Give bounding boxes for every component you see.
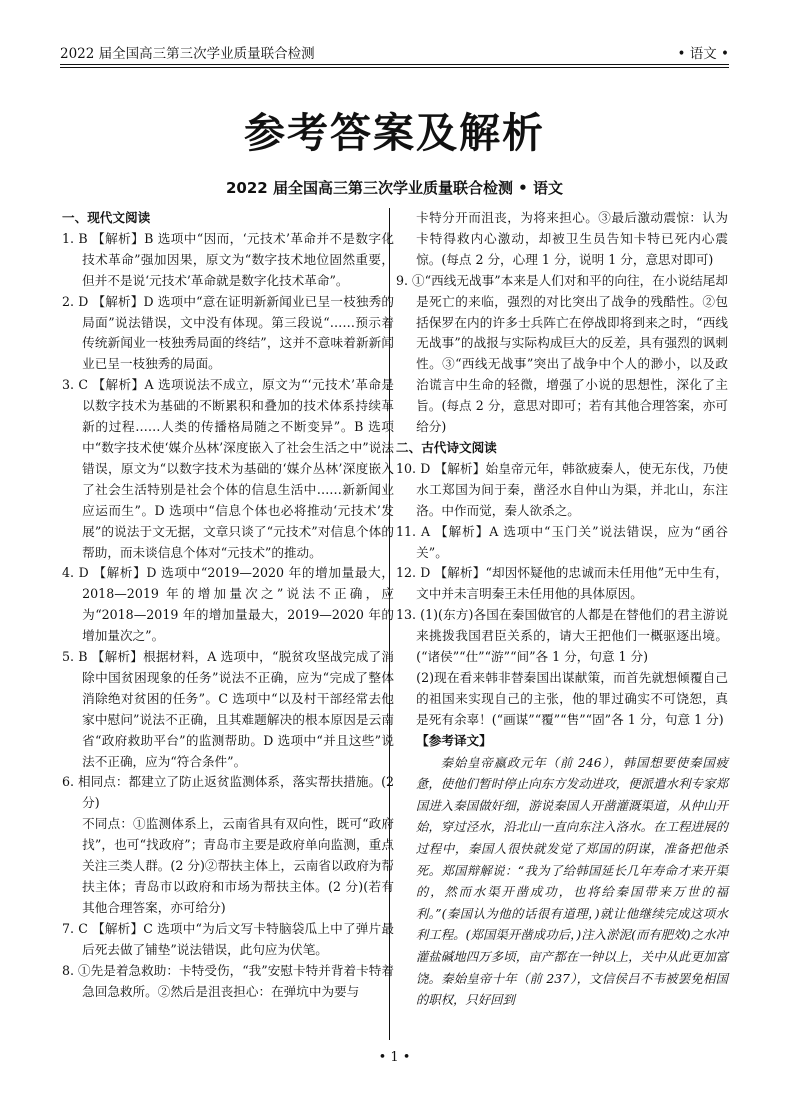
answer-item: 8. ①先是着急救助：卡特受伤，“我”安慰卡特并背着卡特着急回急救所。②然后是沮丧担心：在弹坑中为要与 (62, 962, 394, 999)
answer-continuation: (2)现在看来韩非替秦国出谋献策，而首先就想倾覆自己的祖国来实现自己的主张，他的罪过确实不可饶恕，真是死有余辜！(“画谋”“覆”“售”“固”各 1 分，句意 1 分) (416, 669, 728, 727)
answer-item: 1. B 【解析】B 选项中“因而，‘元技术’革命并不是数字化技术革命”强加因果，原文为“数字技术地位固然重要，但并不是说‘元技术’革命就是数字化技术革命”。 (62, 230, 394, 288)
answer-continuation: 不同点：①监测体系上，云南省具有双向性，既可“政府找”，也可“找政府”；青岛市主要是政府单向监测，重点关注三类人群。(2 分)②帮扶主体上，云南省以政府为帮扶主体；青岛市以政府和市场为帮扶主体。(2 分)(若有其他合理答案，亦可给分) (82, 816, 394, 915)
header-exam-title: 2022 届全国高三第三次学业质量联合检测 (60, 46, 315, 62)
page-number: • 1 • (378, 1050, 411, 1065)
answer-item: 12. D 【解析】“却因怀疑他的忠诚而未任用他”无中生有，文中并未言明秦王未任用他的具体原因。 (396, 565, 728, 602)
column-divider (389, 208, 390, 1040)
header-rule-thick (60, 64, 729, 65)
answer-item: 7. C 【解析】C 选项中“为后文写卡特脑袋瓜上中了弹片最后死去做了铺垫”说法错误，此句应为伏笔。 (62, 920, 394, 957)
answer-item: 9. ①“西线无战事”本来是人们对和平的向往，在小说结尾却是死亡的来临，强烈的对比突出了战争的残酷性。②包括保罗在内的许多士兵阵亡在停战即将到来之时，“西线无战事”的战报与实际构成巨大的反差，具有强烈的讽刺性。③“西线无战事”突出了战争中个人的渺小，以及政治谎言中生命的轻微，增强了小说的思想性，深化了主旨。(每点 2 分，意思对即可；若有其他合理答案，亦可给分) (396, 272, 728, 435)
page-subtitle: 2022 届全国高三第三次学业质量联合检测 • 语文 (225, 179, 563, 197)
reference-translation: 秦始皇帝嬴政元年（前 246），韩国想要使秦国疲惫，使他们暂时停止向东方发动进攻，便派遣水利专家郑国进入秦国做奸细，游说秦国人开凿灌溉渠道，从仲山开始，穿过泾水，沿北山一直向东注入洛水。在工程进展的过程中，秦国人很快就发觉了郑国的阴谋，准备把他杀死。郑国辩解说：“我为了给韩国延长几年寿命才来开渠的，然而水渠开凿成功，也将给秦国带来万世的福利。”(秦国认为他的话很有道理，)就让他继续完成这项水利工程。(郑国渠开凿成功后，)注入淤泥(而有肥效)之水冲灌盐碱地四万多顷，亩产都在一钟以上，关中从此更加富饶。秦始皇帝十年（前 237），文信侯吕不韦被罢免相国的职权，只好回到 (415, 754, 728, 1008)
answer-item: 11. A 【解析】A 选项中“玉门关”说法错误，应为“函谷关”。 (396, 523, 728, 560)
answer-item: 13. (1)(东方)各国在秦国做官的人都是在替他们的君主游说来挑拨我国君臣关系的，请大王把他们一概驱逐出境。(“诸侯”“仕”“游”“间”各 1 分，句意 1 分) (396, 607, 728, 665)
header-subject: • 语文 • (677, 46, 729, 62)
header-rule-thin (60, 67, 729, 68)
page-header (60, 40, 729, 62)
answer-item: 6. 相同点：都建立了防止返贫监测体系，落实帮扶措施。(2 分) (62, 774, 394, 811)
answer-item: 4. D 【解析】D 选项中“2019—2020 年的增加量最大，2018—2019 年的增加量次之”说法不正确，应为“2018—2019 年的增加量最大，2019—2020 年的增加量次之”。 (62, 565, 394, 644)
right-column (396, 208, 728, 1011)
answer-continuation: 卡特分开而沮丧，为将来担心。③最后激动震惊：认为卡特得救内心激动，却被卫生员告知卡特已死内心震惊。(每点 2 分，心理 1 分，说明 1 分，意思对即可) (416, 210, 728, 267)
page-title: 参考答案及解析 (244, 109, 545, 157)
answer-item: 2. D 【解析】D 选项中“意在证明新新闻业已呈一枝独秀的局面”说法错误，文中没有体现。第三段说“……预示着传统新闻业一枝独秀局面的终结”，这并不意味着新新闻业已呈一枝独秀的局面。 (62, 293, 394, 372)
section-heading: 二、古代诗文阅读 (396, 439, 497, 455)
answer-item: 3. C 【解析】A 选项说法不成立，原文为“‘元技术’革命是以数字技术为基础的不断累积和叠加的技术体系持续革新的过程……人类的传播格局随之不断变异”。B 选项中“数字技术使‘媒介丛林’深度嵌入了社会生活之中”说法错误，原文为“以数字技术为基础的‘媒介丛林’深度嵌入了社会生活特别是社会个体的信息生活中……新新闻业应运而生”。D 选项中“信息个体也必将推动‘元技术’发展”的说法于文无据，文章只谈了“元技术”对信息个体的帮助，而未谈信息个体对“元技术”的推动。 (62, 377, 394, 560)
answer-item: 5. B 【解析】根据材料，A 选项中，“脱贫攻坚战完成了消除中国贫困现象的任务”说法不正确，应为“完成了整体消除绝对贫困的任务”。C 选项中“以及村干部经常去他家中慰问”说法不正确，且其难题解决的根本原因是云南省“政府救助平台”的监测帮助。D 选项中“并且这些”说法不正确，应为“符合条件”。 (62, 649, 394, 769)
answer-item: 10. D 【解析】始皇帝元年，韩欲疲秦人，使无东伐，乃使水工郑国为间于秦，凿泾水自仲山为渠，并北山，东注洛。中作而觉，秦人欲杀之。 (396, 460, 728, 518)
section-heading: 一、现代文阅读 (62, 210, 151, 225)
reference-translation-label: 【参考译文】 (416, 732, 492, 748)
left-column (62, 208, 394, 1002)
